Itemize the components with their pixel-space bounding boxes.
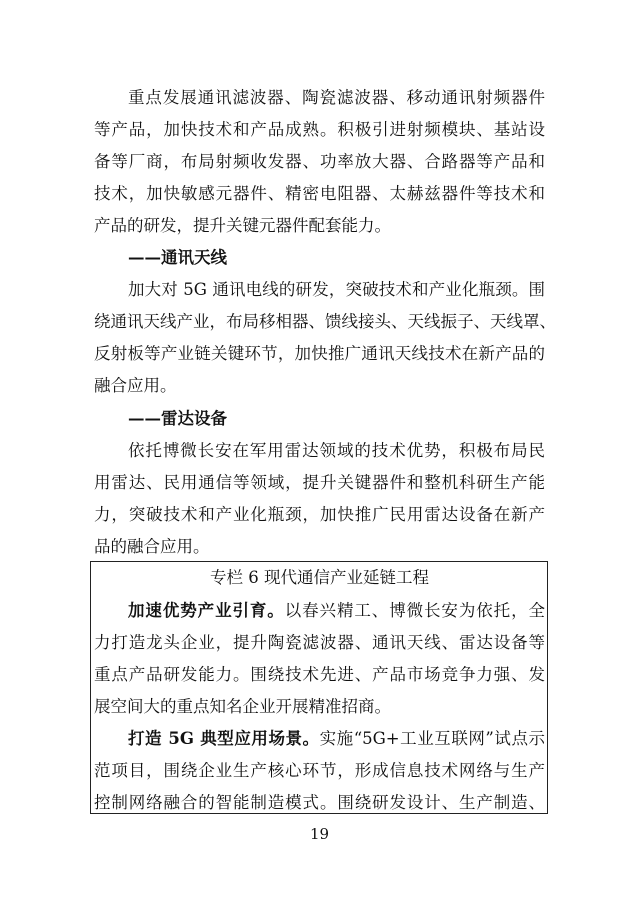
box-paragraph-line: 重点产品研发能力。围绕技术先进、产品市场竞争力强、发: [94, 665, 545, 684]
box-title: 专栏 6 现代通信产业延链工程: [210, 568, 429, 587]
section-heading-radar: ——雷达设备: [128, 409, 227, 428]
box-text: 以春兴精工、博微长安为依托，全: [284, 601, 546, 620]
box-paragraph-line: 范项目，围绕企业生产核心环节，形成信息技术网络与生产: [94, 761, 545, 780]
text-line: 加大对 5G 通讯电线的研发，突破技术和产业化瓶颈。围: [128, 280, 545, 299]
text-line: 用雷达、民用通信等领域，提升关键器件和整机科研生产能: [94, 473, 545, 492]
page-number: 19: [309, 825, 330, 843]
text-line: 技术，加快敏感元器件、精密电阻器、太赫兹器件等技术和: [94, 184, 545, 203]
box-paragraph-heading: 打造 5G 典型应用场景。: [128, 729, 320, 748]
text-line: 反射板等产业链关键环节，加快推广通讯天线技术在新产品的: [94, 344, 545, 363]
box-paragraph-line: 力打造龙头企业，提升陶瓷滤波器、通讯天线、雷达设备等: [94, 633, 545, 652]
text-line: 备等厂商，布局射频收发器、功率放大器、合路器等产品和: [94, 152, 545, 171]
text-line: 融合应用。: [94, 376, 177, 395]
section-heading-antenna: ——通讯天线: [128, 248, 227, 267]
text-line: 等产品，加快技术和产品成熟。积极引进射频模块、基站设: [94, 120, 545, 139]
text-line: 绕通讯天线产业，布局移相器、馈线接头、天线振子、天线罩、: [94, 312, 556, 331]
box-text: 实施“5G+工业互联网”试点示: [319, 729, 545, 748]
box-paragraph-line: [128, 601, 545, 621]
text-line: 品的融合应用。: [94, 537, 210, 556]
text-line: 产品的研发，提升关键元器件配套能力。: [94, 216, 391, 235]
box-paragraph-line: [128, 729, 545, 749]
text-line: 依托博微长安在军用雷达领域的技术优势，积极布局民: [128, 441, 545, 460]
box-paragraph-line: 展空间大的重点知名企业开展精准招商。: [94, 697, 391, 716]
box-paragraph-heading: 加速优势产业引育。: [128, 601, 285, 620]
text-line: 重点发展通讯滤波器、陶瓷滤波器、移动通讯射频器件: [128, 88, 545, 107]
box-paragraph-line: 控制网络融合的智能制造模式。围绕研发设计、生产制造、: [94, 793, 545, 812]
text-line: 力，突破技术和产业化瓶颈，加快推广民用雷达设备在新产: [94, 505, 545, 524]
